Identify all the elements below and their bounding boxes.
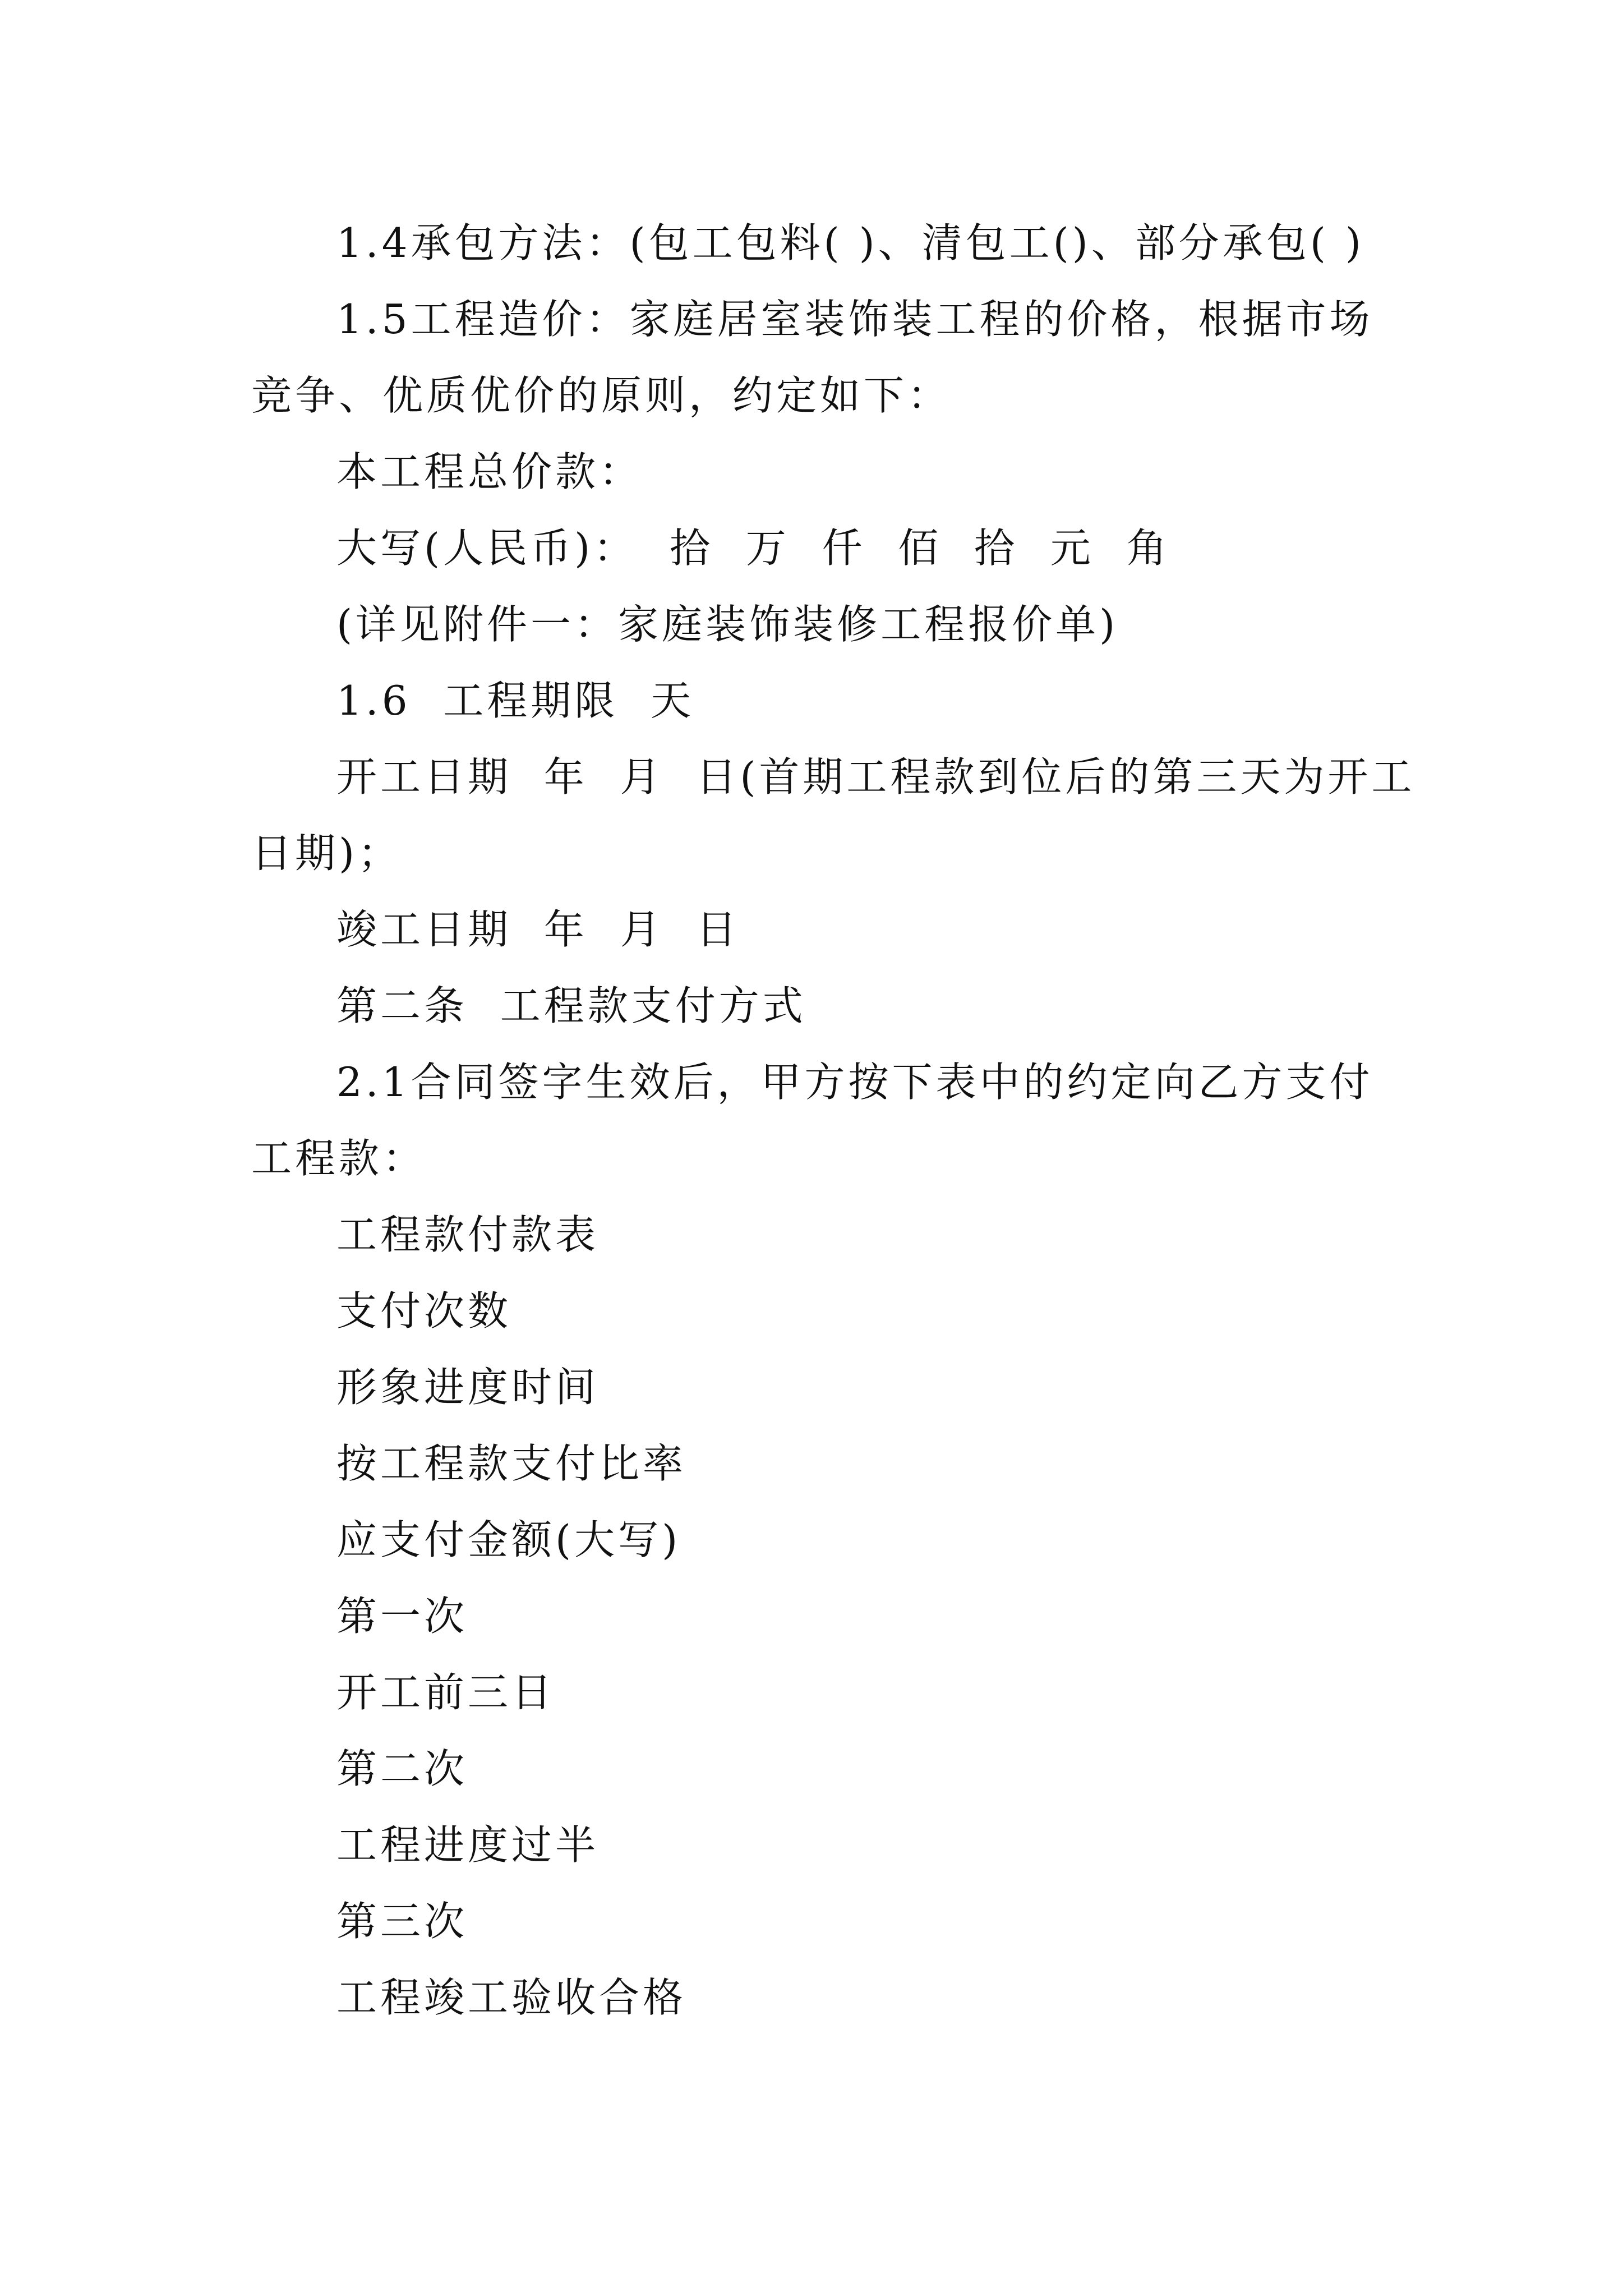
clause-1-6-duration: 1.6 工程期限 天: [336, 677, 695, 724]
progress-third: 工程竣工验收合格: [336, 1974, 687, 2021]
payment-first: 第一次: [336, 1593, 468, 1640]
total-price-label: 本工程总价款：: [336, 448, 643, 495]
header-progress-time: 形象进度时间: [336, 1364, 600, 1411]
payment-second: 第二次: [336, 1745, 468, 1792]
header-payment-ratio: 按工程款支付比率: [336, 1440, 687, 1487]
start-date-continuation: 日期)；: [251, 830, 402, 877]
article-2-heading: 第二条 工程款支付方式: [336, 982, 806, 1029]
payment-third: 第三次: [336, 1898, 468, 1945]
clause-2-1-continuation: 工程款：: [251, 1135, 427, 1182]
header-payment-count: 支付次数: [336, 1287, 512, 1335]
clause-1-4-contract-method: 1.4承包方法：(包工包料( )、清包工()、部分承包( ): [336, 219, 1364, 266]
progress-first: 开工前三日: [336, 1669, 556, 1716]
attachment-note: (详见附件一：家庭装饰装修工程报价单): [336, 601, 1119, 648]
header-amount-due: 应支付金额(大写): [336, 1516, 681, 1563]
start-date-line: 开工日期 年 月 日(首期工程款到位后的第三天为开工: [336, 753, 1415, 800]
clause-1-5-continuation: 竞争、优质优价的原则，约定如下：: [251, 372, 952, 419]
clause-2-1-payment: 2.1合同签字生效后，甲方按下表中的约定向乙方支付: [336, 1059, 1373, 1106]
amount-in-words-line: 大写(人民币)： 拾 万 仟 佰 拾 元 角: [336, 524, 1170, 572]
completion-date-line: 竣工日期 年 月 日: [336, 906, 740, 953]
progress-second: 工程进度过半: [336, 1821, 600, 1869]
payment-table-title: 工程款付款表: [336, 1211, 600, 1258]
clause-1-5-project-cost: 1.5工程造价：家庭居室装饰装工程的价格，根据市场: [336, 296, 1373, 343]
